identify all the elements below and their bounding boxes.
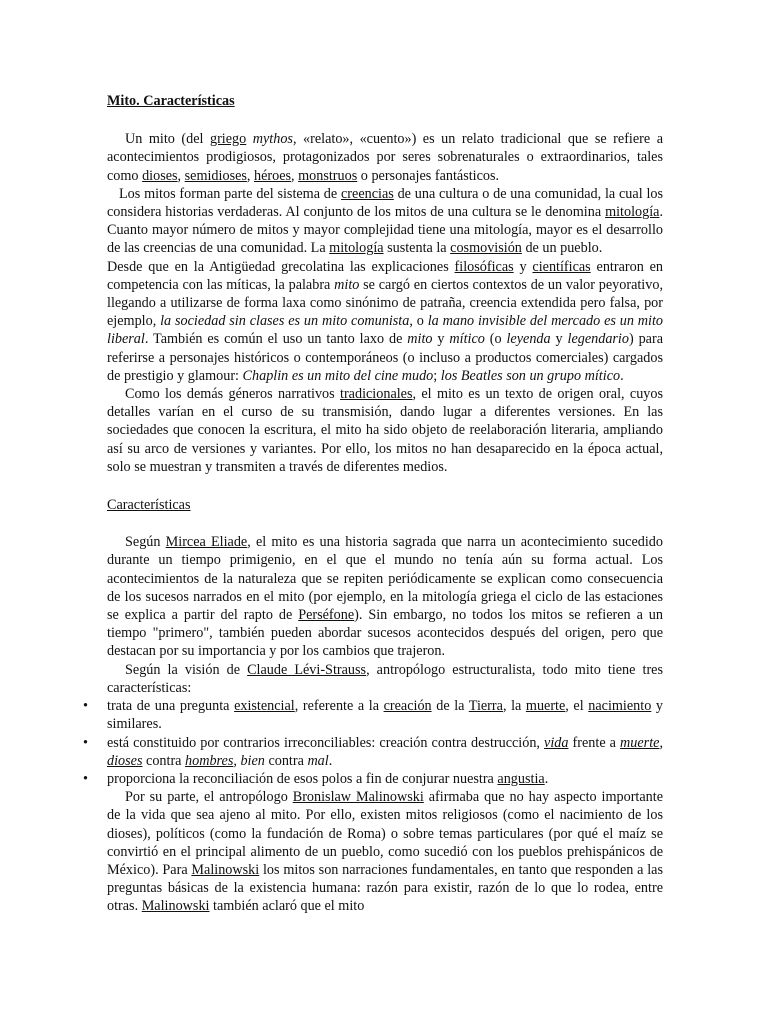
document-page [83,92,664,916]
link-claude-levi-strauss[interactable]: Claude Lévi-Strauss [247,661,367,678]
link-bronislaw-malinowski[interactable]: Bronislaw Malinowski [292,789,424,806]
bullet-icon: • [83,698,88,715]
link-monstruos[interactable]: monstruos [298,167,358,184]
link-vida[interactable]: vida [544,734,569,751]
paragraph-generos: Como los demás géneros narrativos tradicionales, el mito es un texto de origen oral, cuyos detalles varían en el curso de su transmisión, dando lugar a diferentes versiones. En las sociedades que conocen la escritura, el mito ha sido objeto de reelaboración literaria, ampliando así su arco de versiones y variantes. Por ello, los mitos no han desaparecido en la época actual, solo se muestran y transmiten a través de diferentes medios. [107,386,664,475]
paragraph-levi-strauss: Según la visión de Claude Lévi-Strauss, antropólogo estructuralista, todo mito tiene tres características: [107,661,664,696]
link-dioses[interactable]: dioses [142,167,178,184]
section-title: Características [107,497,191,514]
link-persefone[interactable]: Perséfone [298,607,355,624]
link-filosoficas[interactable]: filosóficas [454,258,514,275]
paragraph-peyorativo: Desde que en la Antigüedad grecolatina las explicaciones filosóficas y científicas entraron en competencia con las míticas, la palabra mito se cargó en ciertos contextos de un valor peyorativo, llegando a utilizarse de forma laxa como sinónimo de patraña, creencia extendida pero falsa, por ejemplo, la sociedad sin clases es un mito comunista, o la mano invisible del mercado es un mito liberal. También es común el uso un tanto laxo de mito y mítico (o leyenda y legendario) para referirse a personajes históricos o contemporáneos (o incluso a productos comerciales) cargados de prestigio y glamour: Chaplin es un mito del cine mudo; los Beatles son un grupo mítico. [107,258,664,384]
link-muerte[interactable]: muerte [620,734,660,751]
link-creencias[interactable]: creencias [341,185,394,202]
link-mitologia[interactable]: mitología [605,204,660,221]
link-existencial[interactable]: existencial [234,698,295,715]
link-cientificas[interactable]: científicas [532,258,591,275]
characteristics-list [83,697,663,788]
link-mitologia[interactable]: mitología [329,240,384,257]
link-creacion[interactable]: creación [383,698,432,715]
link-dioses[interactable]: dioses [107,752,143,769]
link-malinowski[interactable]: Malinowski [191,861,260,878]
link-muerte[interactable]: muerte [525,698,566,715]
paragraph-intro: Un mito (del griego mythos, «relato», «cuento») es un relato tradicional que se refiere a acontecimientos prodigiosos, protagonizados por seres sobrenaturales o extraordinarios, tales como dioses, semidioses, héroes, monstruos o personajes fantásticos. [107,131,663,184]
list-item: • está constituido por contrarios irreconciliables: creación contra destrucción, vida frente a muerte, dioses contra hombres, bien contra mal. [83,734,663,769]
bullet-icon: • [83,734,88,751]
list-item: • proporciona la reconciliación de esos polos a fin de conjurar nuestra angustia. [83,770,549,787]
link-griego[interactable]: griego [209,131,247,148]
link-tradicionales[interactable]: tradicionales [340,386,413,403]
paragraph-creencias: Los mitos forman parte del sistema de creencias de una cultura o de una comunidad, la cual los considera historias verdaderas. Al conjunto de los mitos de una cultura se le denomina mitología. Cuanto mayor número de mitos y mayor complejidad tiene una mitología, mayor es el desarrollo de las creencias de una comunidad. La mitología sustenta la cosmovisión de un pueblo. [107,185,663,257]
link-semidioses[interactable]: semidioses [184,167,247,184]
page-title: Mito. Características [107,93,235,109]
link-heroes[interactable]: héroes [254,167,292,184]
link-cosmovision[interactable]: cosmovisión [450,240,522,257]
list-item: • trata de una pregunta existencial, referente a la creación de la Tierra, la muerte, el nacimiento y similares. [83,698,663,733]
paragraph-malinowski: Por su parte, el antropólogo Bronislaw Malinowski afirmaba que no hay aspecto importante de la vida que sea ajeno al mito. Por ello, existen mitos religiosos (como el nacimiento de los dioses), políticos (como la fundación de Roma) o sobre temas particulares (por qué el maíz se convirtió en el principal alimento de un pueblo, como sucedió con los pueblos prehispánicos de México). Para Malinowski los mitos son narraciones fundamentales, en tanto que responden a las preguntas básicas de la existencia humana: razón para existir, razón de lo que lo rodea, entre otras. Malinowski también aclaró que el mito [107,789,664,915]
paragraph-eliade: Según Mircea Eliade, el mito es una historia sagrada que narra un acontecimiento sucedido durante un tiempo primigenio, en el que el mundo no tenía aún su forma actual. Los acontecimientos de la naturaleza que se repiten periódicamente se explican como consecuencia de los sucesos narrados en el mito (por ejemplo, en la mitología griega el ciclo de las estaciones se explica a partir del rapto de Perséfone). Sin embargo, no todos los mitos se refieren a un tiempo "primero", también pueden abordar sucesos acontecidos después del origen, pero que destacan por su importancia y por los cambios que trajeron. [107,534,663,660]
link-hombres[interactable]: hombres [185,752,234,769]
link-nacimiento[interactable]: nacimiento [588,698,652,715]
link-malinowski[interactable]: Malinowski [141,898,210,915]
link-angustia[interactable]: angustia [497,770,545,787]
link-tierra[interactable]: Tierra [468,698,503,715]
bullet-icon: • [83,770,88,787]
link-mircea-eliade[interactable]: Mircea Eliade [165,534,248,551]
